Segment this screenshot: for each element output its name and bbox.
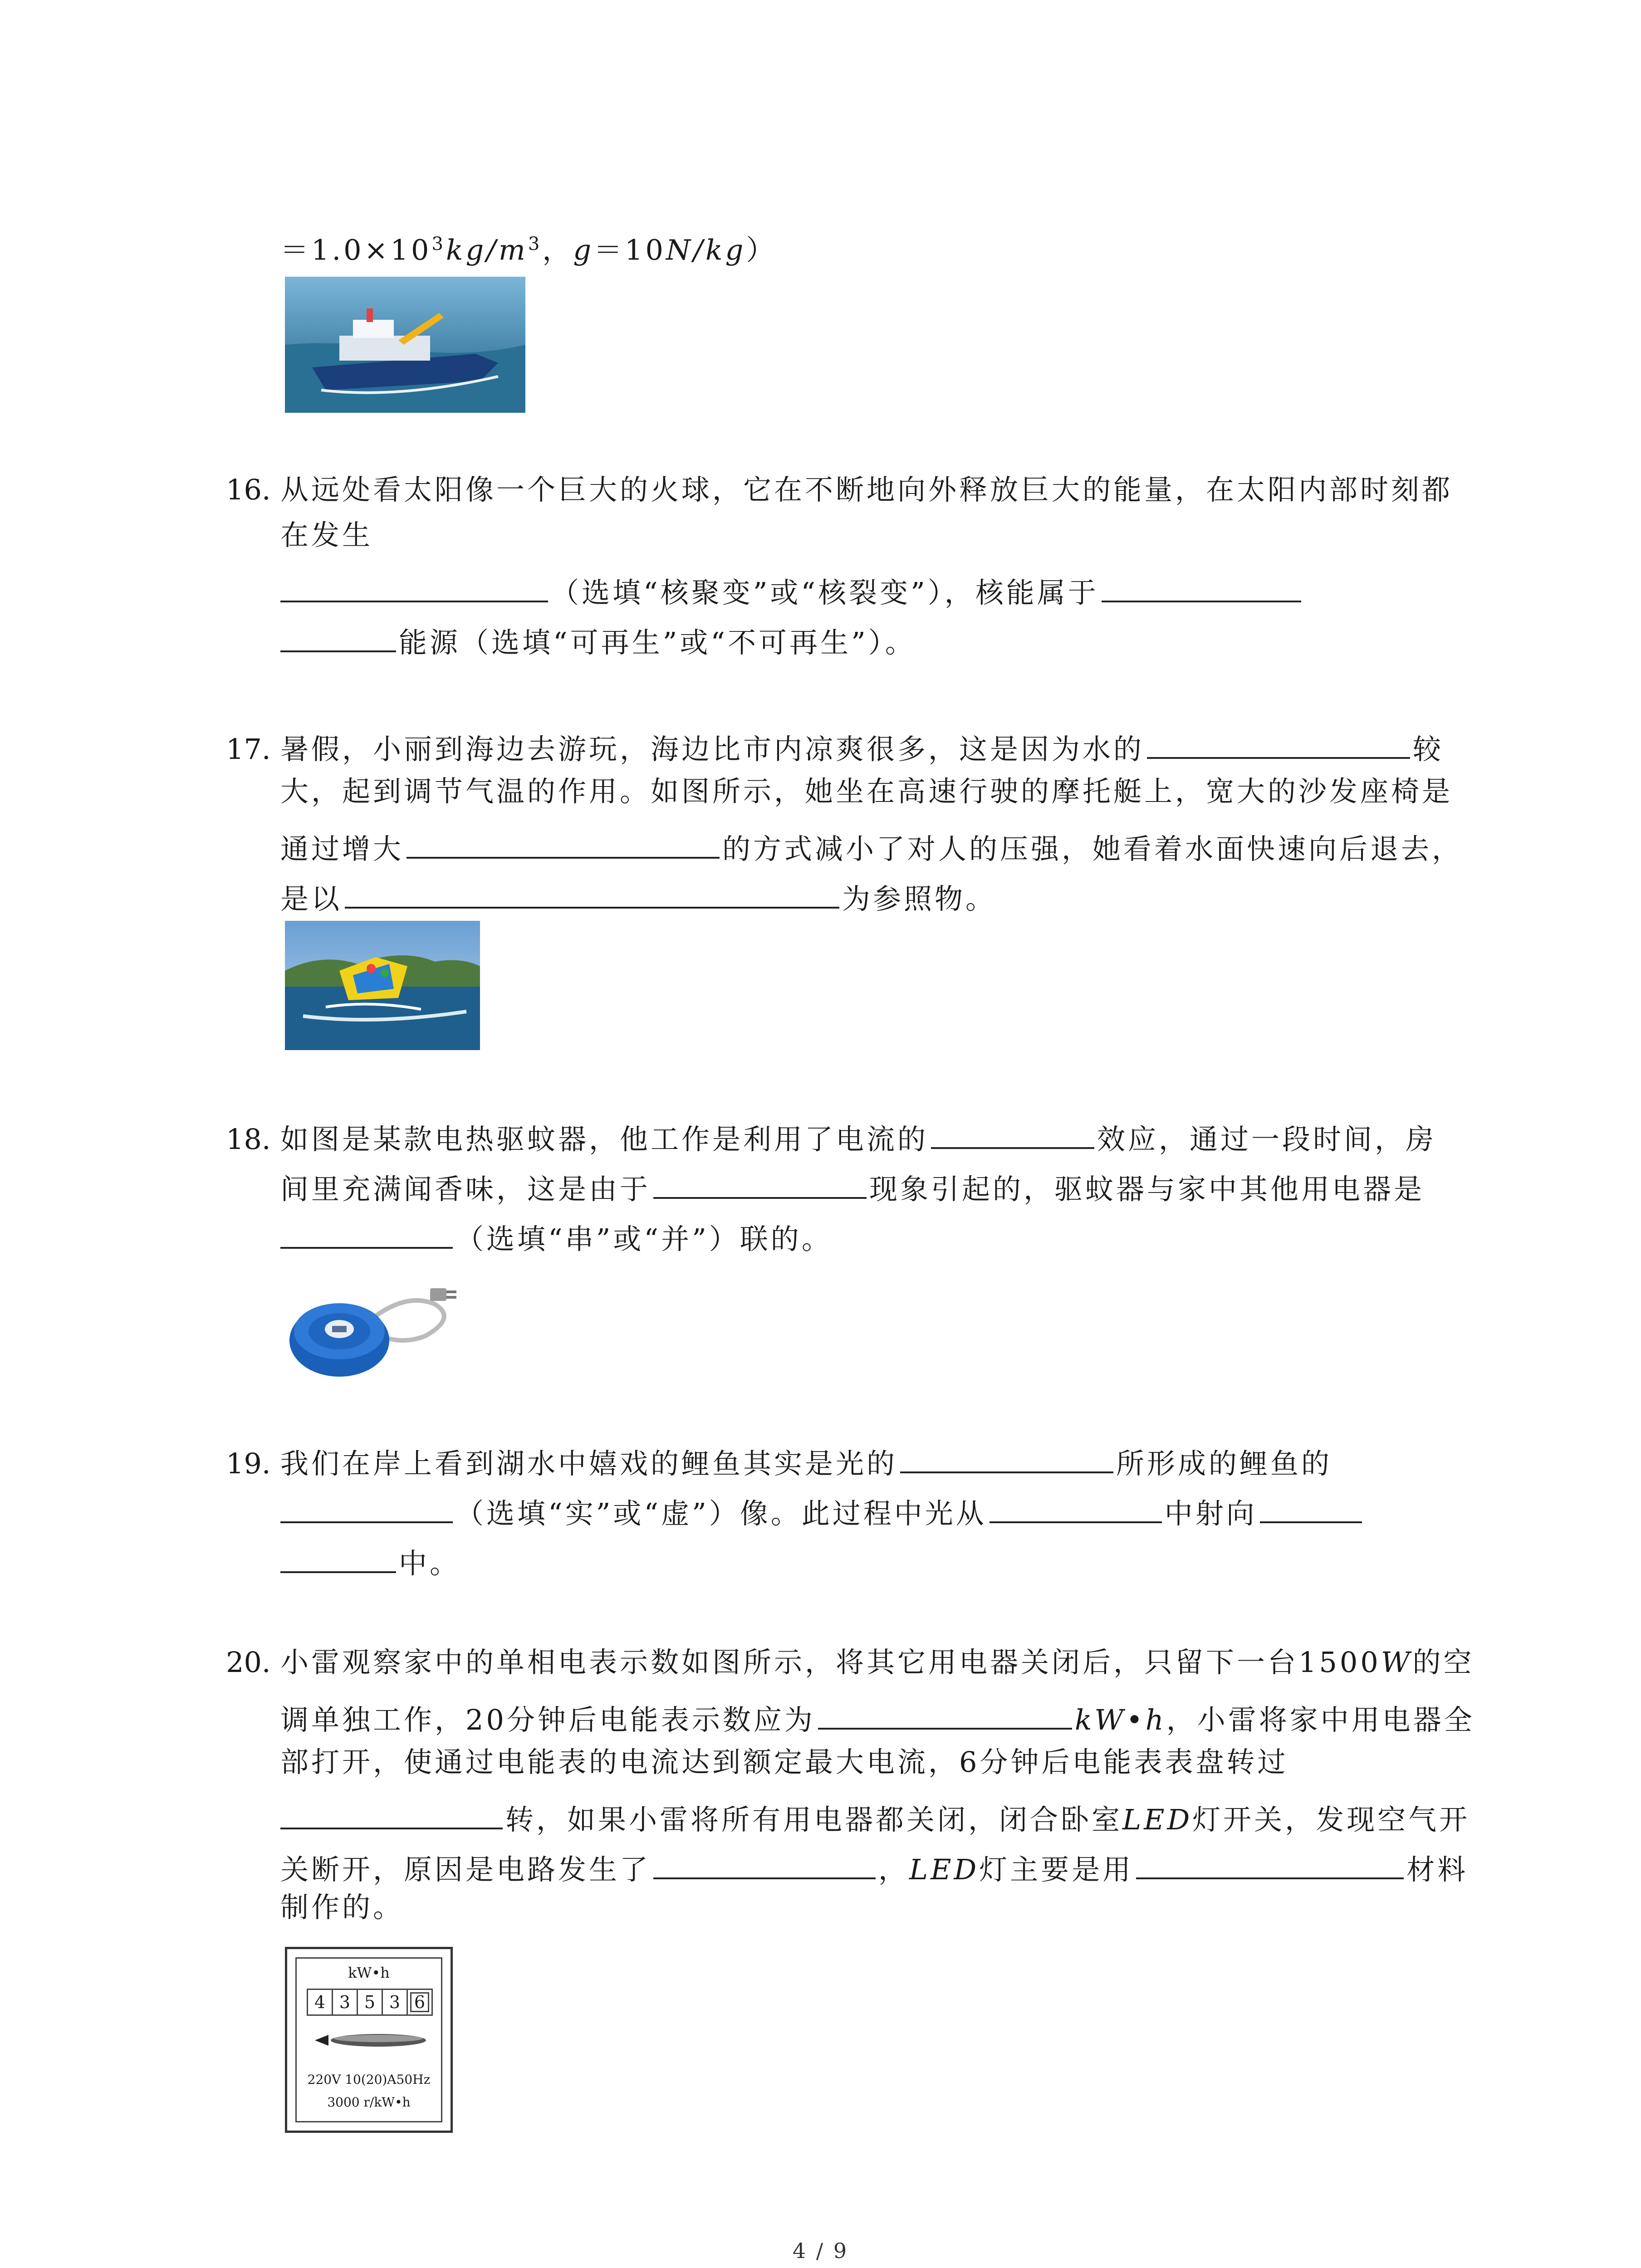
ship-image: [285, 277, 525, 413]
page-number: 4 / 9: [792, 2239, 849, 2263]
q16-line-2: 在发生: [280, 518, 373, 552]
q17-line-1: 17. 暑假，小丽到海边去游玩，海边比市内凉爽很多，这是因为水的 较: [226, 723, 1444, 767]
answer-blank[interactable]: [280, 1794, 503, 1829]
q17-line-4: 是以 为参照物。: [280, 873, 996, 917]
meter-spec-rating: 220V 10(20)A50Hz: [307, 2072, 431, 2087]
motorboat-image: [285, 921, 480, 1050]
meter-digit-decimal: 6: [408, 1990, 431, 2014]
q20-line-2: 调单独工作，20分钟后电能表示数应为 kW•h，小雷将家中用电器全: [280, 1694, 1475, 1738]
q19-line-3: 中。: [280, 1538, 460, 1582]
q17-line-2: 大，起到调节气温的作用。如图所示，她坐在高速行驶的摩托艇上，宽大的沙发座椅是: [280, 775, 1453, 808]
answer-blank[interactable]: [1136, 1844, 1404, 1879]
q17-line-3: 通过增大 的方式减小了对人的压强，她看着水面快速向后退去，: [280, 823, 1463, 867]
q19-line-1: 19. 我们在岸上看到湖水中嬉戏的鲤鱼其实是光的 所形成的鲤鱼的: [226, 1438, 1332, 1482]
meter-unit-label: kW•h: [348, 1964, 390, 1981]
answer-blank[interactable]: [280, 1538, 396, 1573]
meter-digit: 3: [333, 1990, 358, 2014]
answer-blank[interactable]: [280, 567, 548, 602]
meter-rotor-disc-icon: [310, 2027, 433, 2054]
q18-line-1: 18. 如图是某款电热驱蚊器，他工作是利用了电流的 效应，通过一段时间，房: [226, 1114, 1436, 1158]
q16-line-1: 16. 从远处看太阳像一个巨大的火球，它在不断地向外释放巨大的能量，在太阳内部时刻都: [226, 473, 1453, 506]
q16-line-3: （选填“核聚变”或“核裂变”），核能属于: [280, 567, 1304, 611]
q20-line-6: 制作的。: [280, 1891, 404, 1924]
answer-blank[interactable]: [1260, 1488, 1362, 1523]
q19-line-2: （选填“实”或“虚”）像。此过程中光从 中射向: [280, 1488, 1365, 1532]
answer-blank[interactable]: [931, 1114, 1094, 1149]
answer-blank[interactable]: [280, 1488, 453, 1523]
meter-digit: 5: [358, 1990, 383, 2014]
meter-face: [295, 1957, 442, 2122]
meter-spec-constant: 3000 r/kW•h: [327, 2095, 411, 2110]
q20-line-3: 部打开，使通过电能表的电流达到额定最大电流，6分钟后电能表表盘转过: [280, 1745, 1288, 1779]
q20-line-5: 关断开，原因是电路发生了 ，LED灯主要是用 材料: [280, 1844, 1468, 1888]
answer-blank[interactable]: [653, 1163, 867, 1199]
answer-blank[interactable]: [407, 823, 720, 859]
answer-blank[interactable]: [1147, 723, 1410, 759]
answer-blank[interactable]: [818, 1694, 1072, 1730]
meter-digit: 3: [383, 1990, 408, 2014]
answer-blank[interactable]: [345, 873, 839, 909]
answer-blank[interactable]: [280, 617, 396, 652]
q20-line-1: 20. 小雷观察家中的单相电表示数如图所示，将其它用电器关闭后，只留下一台1500W的空: [226, 1646, 1474, 1679]
answer-blank[interactable]: [1102, 567, 1301, 602]
q18-line-3: （选填“串”或“并”）联的。: [280, 1213, 833, 1257]
q20-line-4: 转，如果小雷将所有用电器都关闭，闭合卧室LED灯开关，发现空气开: [280, 1794, 1470, 1838]
q18-line-2: 间里充满闻香味，这是由于 现象引起的，驱蚊器与家中其他用电器是: [280, 1163, 1425, 1207]
q16-line-4: 能源（选填“可再生”或“不可再生”）。: [280, 617, 916, 661]
electricity-meter-figure: [285, 1947, 453, 2133]
answer-blank[interactable]: [653, 1844, 876, 1879]
meter-digit: 4: [308, 1990, 333, 2014]
meter-digits: [307, 1989, 433, 2016]
answer-blank[interactable]: [280, 1213, 453, 1249]
answer-blank[interactable]: [900, 1438, 1113, 1473]
mosquito-repeller-image: [285, 1263, 466, 1381]
answer-blank[interactable]: [989, 1488, 1162, 1523]
formula-line: $=1.0\times 10^3kg/m^3$，g＝10N/kg）: [280, 233, 777, 267]
